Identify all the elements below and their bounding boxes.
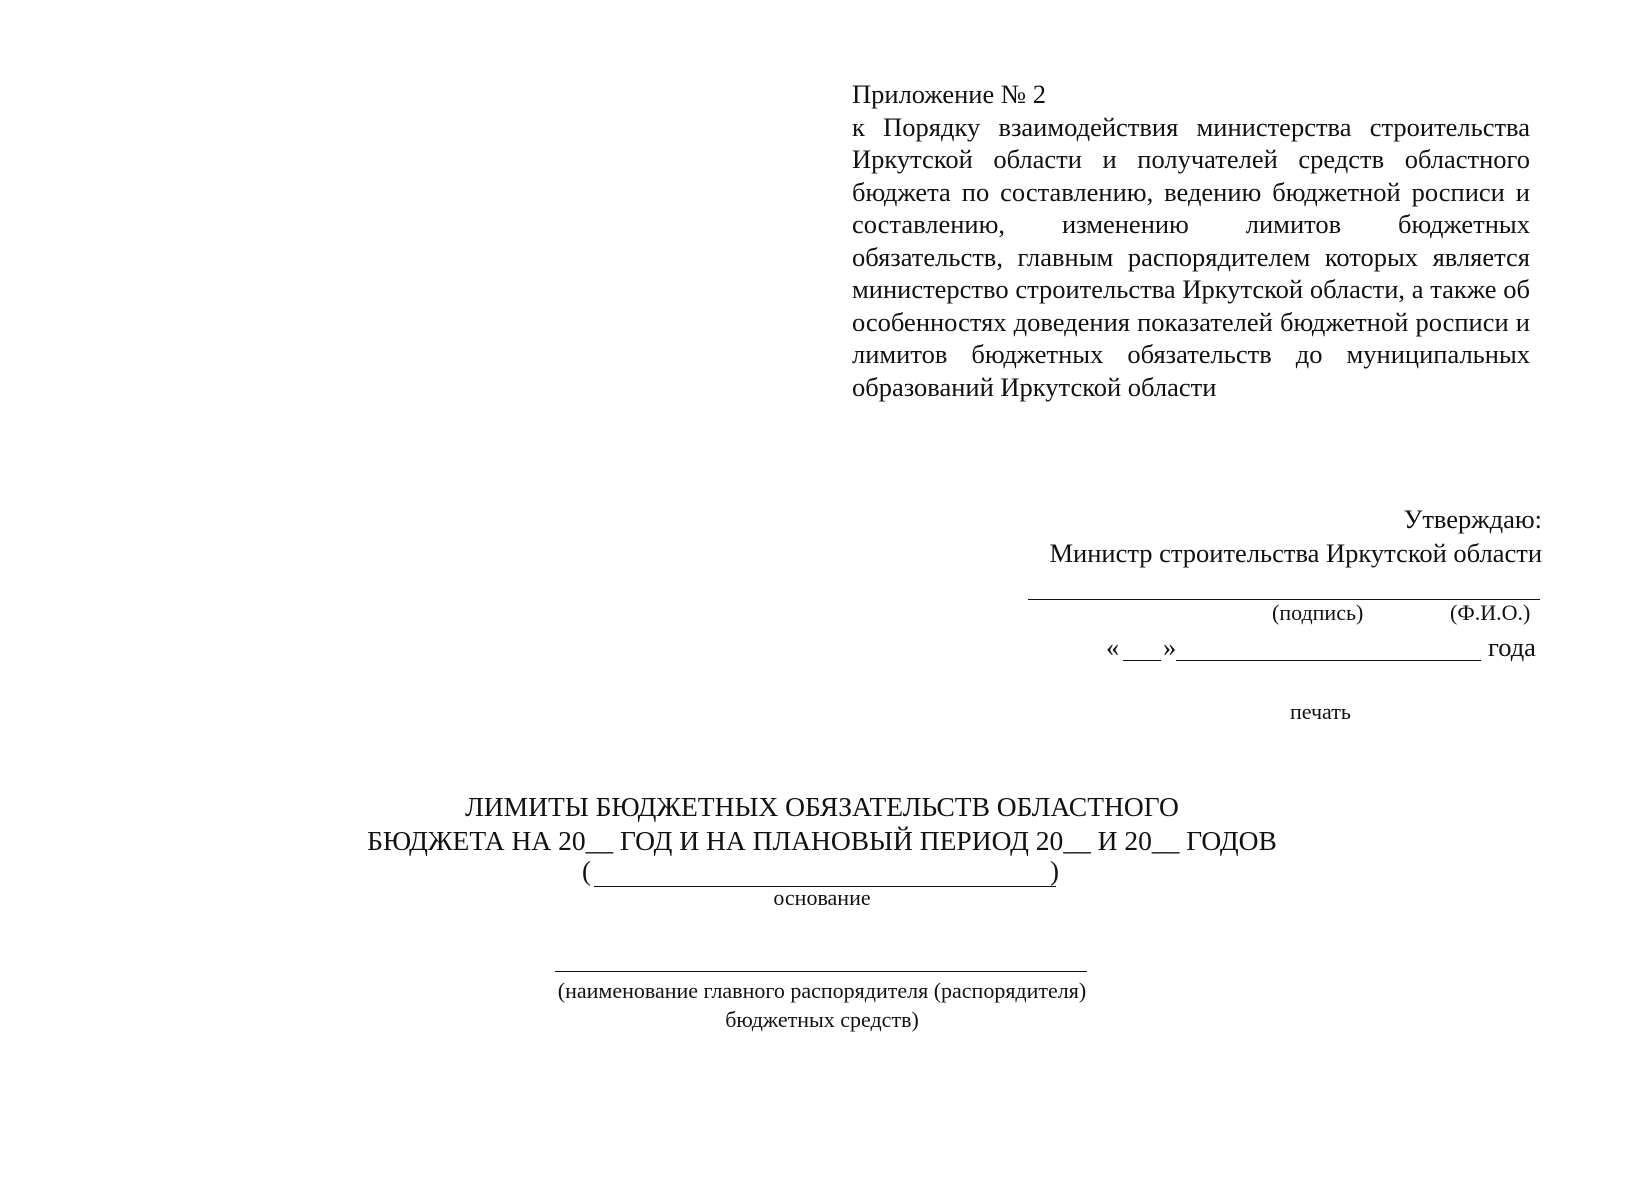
approval-position: Министр строительства Иркутской области — [1049, 538, 1542, 568]
appendix-body: к Порядку взаимодействия министерства строительства Иркутской области и получателей средств областного бюджета по составлению, ведению бюджетной росписи и составлению, изменению лимитов бюджетных обязательств, главным распорядителем которых является министерство строительства Иркутской области, а также об особенностях доведения показателей бюджетной росписи и лимитов бюджетных обязательств до муниципальных образований Иркутской области — [852, 111, 1530, 402]
date-open-quote: « — [1106, 632, 1120, 662]
approval-label: Утверждаю: — [1403, 504, 1542, 534]
stamp-label: печать — [1290, 699, 1351, 724]
approval-block — [960, 502, 1542, 570]
basis-close-paren: ) — [1050, 856, 1059, 886]
date-month-blank — [1176, 660, 1481, 661]
manager-caption-line-2: бюджетных средств) — [725, 1007, 919, 1032]
date-close-quote: » — [1163, 632, 1177, 662]
signature-caption: (подпись) — [1272, 600, 1364, 625]
basis-open-paren: ( — [582, 856, 591, 886]
document-title-line-1: ЛИМИТЫ БЮДЖЕТНЫХ ОБЯЗАТЕЛЬСТВ ОБЛАСТНОГО — [465, 791, 1179, 822]
manager-caption-line-1: (наименование главного распорядителя (распорядителя) — [557, 978, 1087, 1003]
basis-caption: основание — [773, 885, 871, 910]
date-suffix: года — [1488, 632, 1536, 662]
date-day-blank — [1123, 660, 1161, 661]
appendix-block — [852, 78, 1530, 403]
full-name-caption: (Ф.И.О.) — [1450, 600, 1531, 625]
document-title-line-2: БЮДЖЕТА НА 20__ ГОД И НА ПЛАНОВЫЙ ПЕРИОД 20__ И 20__ ГОДОВ — [367, 825, 1277, 856]
manager-name-blank-line — [555, 971, 1087, 972]
appendix-heading: Приложение № 2 — [852, 79, 1047, 109]
